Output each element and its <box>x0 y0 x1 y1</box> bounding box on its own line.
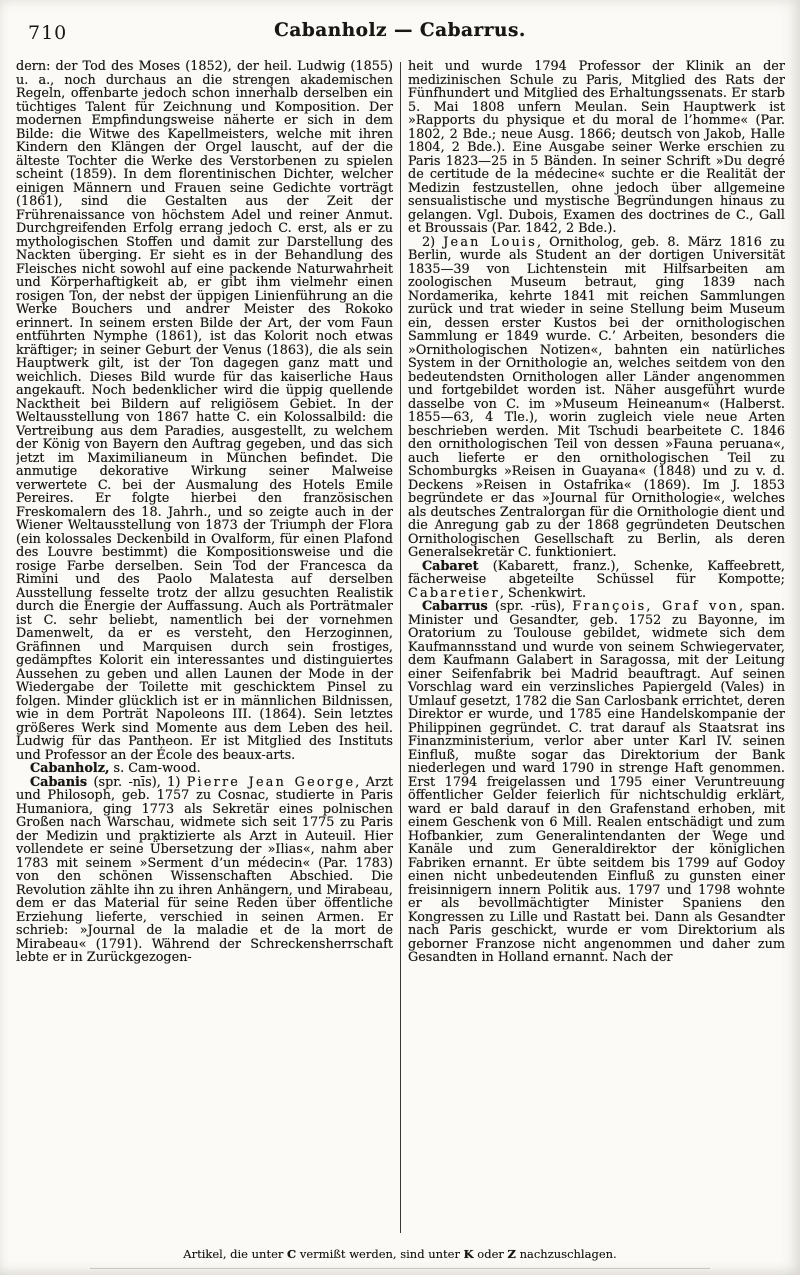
text-segment: 2) <box>422 234 444 250</box>
headword: Cabarrus <box>422 599 488 614</box>
entry-cabaret <box>408 560 785 601</box>
page-number: 710 <box>28 22 68 44</box>
text-segment: , span. Minister und Gesandter, geb. 1752 zu Bayonne, im Oratorium zu Toulouse gebildet, widmete sich dem Kaufmannsstand und wurde von seinem Schwiegervater, dem Kaufmann Galabert in Saragossa, mit der Leitung einer Seifenfabrik bei Madrid beauftragt. Auf seinen Vorschlag ward ein verzinsliches Papiergeld (Vales) in Umlauf gesetzt, 1782 die San Carlosbank errichtet, deren Direktor er wurde, und 1785 eine Handelskompanie der Philippinen gegründet. C. trat darauf als Staatsrat ins Finanzministerium, verlor aber unter Karl IV. seinen Einfluß, mußte sogar das Direktorium der Bank niederlegen und ward 1790 in strenge Haft genommen. Erst 1794 freigelassen und 1795 einer Veruntreuung öffentlicher Gelder feierlich für nichtschuldig erklärt, ward er bald darauf in den Grafenstand erhoben, mit einem Geschenk von 6 Mill. Realen entschädigt und zum Hofbankier, zum Generalintendanten der Wege und Kanäle und zum Generaldirektor der königlichen Fabriken ernannt. Er übte seitdem bis 1799 auf Godoy einen nicht unbedeutenden Einfluß zu gunsten einer freisinnigern innern Politik aus. 1797 und 1798 wohnte er als bevollmächtigter Minister Spaniens den Kongressen zu Lille und Rastatt bei. Dann als Gesandter nach Paris geschickt, wurde er vom Direktorium als geborner Franzose nicht angenommen und daher zum Gesandten in Holland ernannt. Nach der <box>408 599 785 965</box>
text-segment: oder <box>473 1247 508 1261</box>
text-segment: , Arzt und Philosoph, geb. 1757 zu Cosnac, studierte in Paris Humaniora, ging 1773 als Sekretär eines polnischen Großen nach Warschau, widmete sich seit 1775 zu Paris der Medizin und praktizierte als Arzt in Auteuil. Hier vollendete er seine Übersetzung der »Ilias«, nahm aber 1783 mit seinem »Serment d’un médecin« (Par. 1783) von den schönen Wissenschaften Abschied. Die Revolution zählte ihn zu ihren Anhängern, und Mirabeau, dem er das Material für seine Reden über öffentliche Erziehung lieferte, verschied in seinen Armen. Er schrieb: »Journal de la maladie et de la mort de Mirabeau« (1791). Während der Schreckensherrschaft lebte er in Zurückgezogen- <box>16 774 393 965</box>
entry-cabanholz <box>16 762 393 776</box>
text-segment: s. Cam-wood. <box>109 761 201 776</box>
text-segment: Artikel, die unter <box>183 1247 288 1261</box>
entry-cabanis-2-jean-louis <box>408 236 785 560</box>
person-name: Cabaretier <box>408 585 500 601</box>
text-segment: (spr. -nīs), 1) <box>87 774 187 790</box>
text-columns <box>16 60 786 1235</box>
headword: Z <box>507 1247 516 1261</box>
text-segment: nachzuschlagen. <box>515 1247 617 1261</box>
entry-cabanel-continuation <box>16 60 393 762</box>
right-column <box>401 60 785 1235</box>
headword: Cabanholz, <box>30 761 110 776</box>
text-segment: dern: der Tod des Moses (1852), der heil. Ludwig (1855) u. a., noch durchaus an die strengen akademischen Regeln, offenbarte jedoch schon innerhalb derselben ein tüchtiges Talent für Zeichnung und Komposition. Der modernen Empfindungsweise näherte er sich in dem Bilde: die Witwe des Kapellmeisters, welche mit ihren Kindern den Klängen der Orgel lauscht, auf der die älteste Tochter die Werke des Verstorbenen zu spielen scheint (1859). In dem florentinischen Dichter, welcher einigen Männern und Frauen seine Gedichte vorträgt (1861), sind die Gestalten aus der Zeit der Frührenaissance von höchstem Adel und reiner Anmut. Durchgreifenden Erfolg errang jedoch C. erst, als er zu mythologischen Stoffen und damit zur Darstellung des Nackten überging. Er sieht es in der Behandlung des Fleisches nicht sowohl auf eine packende Naturwahrheit und Körperhaftigkeit ab, er gibt ihm vielmehr einen rosigen Ton, der nebst der üppigen Linienführung an die Werke Bouchers und andrer Meister des Rokoko erinnert. In seinem ersten Bilde der Art, der vom Faun entführten Nymphe (1861), ist das Kolorit noch etwas kräftiger; in seiner Geburt der Venus (1863), die als sein Hauptwerk gilt, ist der Ton dagegen ganz matt und weichlich. Dieses Bild wurde für das kaiserliche Haus angekauft. Noch bedenklicher wird die üppig quellende Nacktheit bei Bildern auf religiösem Gebiet. In der Weltausstellung von 1867 hatte C. ein Kolossalbild: die Vertreibung aus dem Paradies, ausgestellt, zu welchem der König von Bayern den Auftrag gegeben, und das sich jetzt im Maximilianeum in München befindet. Die anmutige dekorative Wirkung seiner Malweise verwertete C. bei der Ausmalung des Hotels Emile Pereires. Er folgte hierbei den französischen Freskomalern des 18. Jahrh., und so zeigte auch in der Wiener Weltausstellung von 1873 der Triumph der Flora (ein kolossales Deckenbild in Ovalform, für einen Plafond des Louvre bestimmt) die Kompositionsweise und die rosige Farbe derselben. Sein Tod der Francesca da Rimini und des Paolo Malatesta auf derselben Ausstellung fesselte trotz der allzu gesuchten Realistik durch die Energie der Auffassung. Auch als Porträtmaler ist C. sehr beliebt, namentlich bei der vornehmen Damenwelt, da er es versteht, den Herzoginnen, Gräfinnen und Marquisen durch sein frostiges, gedämpftes Kolorit ein interessantes und distinguiertes Aussehen zu geben und allen Launen der Mode in der Wiedergabe der Toilette mit geschicktem Pinsel zu folgen. Minder glücklich ist er in männlichen Bildnissen, wie in dem Porträt Napoleons III. (1864). Sein letztes größeres Werk sind Momente aus dem Leben des heil. Ludwig für das Pantheon. Er ist Mitglied des Instituts und Professor an der École des beaux-arts. <box>16 60 393 763</box>
left-column <box>16 60 400 1235</box>
entry-cabanis-continuation <box>408 60 785 236</box>
headword: Cabanis <box>30 774 88 790</box>
headword: Cabaret <box>422 558 479 574</box>
text-segment: (spr. -rüs), <box>487 599 573 614</box>
person-name: Jean Louis <box>443 234 537 250</box>
footer-note <box>0 1248 800 1261</box>
text-segment: heit und wurde 1794 Professor der Klinik an der medizinischen Schule zu Paris, Mitglied des Rats der Fünfhundert und Mitglied des Erhaltungssenats. Er starb 5. Mai 1808 unfern Meulan. Sein Hauptwerk ist »Rapports du physique et du moral de l’homme« (Par. 1802, 2 Bde.; neue Ausg. 1866; deutsch von Jakob, Halle 1804, 2 Bde.). Eine Ausgabe seiner Werke erschien zu Paris 1823—25 in 5 Bänden. In seiner Schrift »Du degré de certitude de la médecine« suchte er die Realität der Medizin festzustellen, ohne jedoch über allgemeine sensualistische und mystische Begründungen hinaus zu gelangen. Vgl. Dubois, Examen des doctrines de C., Gall et Broussais (Par. 1842, 2 Bde.). <box>408 60 785 236</box>
page-header <box>0 20 800 48</box>
entry-cabanis <box>16 776 393 965</box>
running-title: Cabanholz — Cabarrus. <box>274 20 526 41</box>
person-name: François, Graf von <box>572 599 739 614</box>
headword: C <box>287 1247 297 1261</box>
text-segment: , Ornitholog, geb. 8. März 1816 zu Berlin, wurde als Student an der dortigen Universität 1835—39 von Lichtenstein mit Hilfsarbeiten am zoologischen Museum betraut, ging 1839 nach Nordamerika, kehrte 1841 mit reichen Sammlungen zurück und trat wieder in seine Stellung beim Museum ein, dessen erster Kustos bei der ornithologischen Sammlung er 1849 wurde. C.’ Arbeiten, besonders die »Ornithologischen Notizen«, bahnten ein natürliches System in der Ornithologie an, welches seitdem von den bedeutendsten Ornithologen aller Länder angenommen und fortgebildet worden ist. Näher ausgeführt wurde dasselbe von C. im »Museum Heineanum« (Halberst. 1855—63, 4 Tle.), worin zugleich viele neue Arten beschrieben werden. Mit Tschudi bearbeitete C. 1846 den ornithologischen Teil von dessen »Fauna peruana«, auch lieferte er den ornithologischen Teil zu Schomburgks »Reisen in Guayana« (1848) und zu v. d. Deckens »Reisen in Ostafrika« (1869). Im J. 1853 begründete er das »Journal für Ornithologie«, welches als deutsches Zentralorgan für die Ornithologie dient und die Anregung gab zu der 1868 gegründeten Deutschen Ornithologischen Gesellschaft zu Berlin, als deren Generalsekretär C. funktioniert. <box>408 234 785 560</box>
text-segment: , Schenkwirt. <box>499 585 587 601</box>
text-segment: (Kabarett, franz.), Schenke, Kaffeebrett, fächerweise abgeteilte Schüssel für Kompotte; <box>408 558 785 587</box>
text-segment: vermißt werden, sind unter <box>296 1247 464 1261</box>
entry-cabarrus <box>408 600 785 965</box>
person-name: Pierre Jean George <box>186 774 356 790</box>
headword: K <box>463 1247 474 1261</box>
page-bottom-edge <box>90 1268 710 1269</box>
